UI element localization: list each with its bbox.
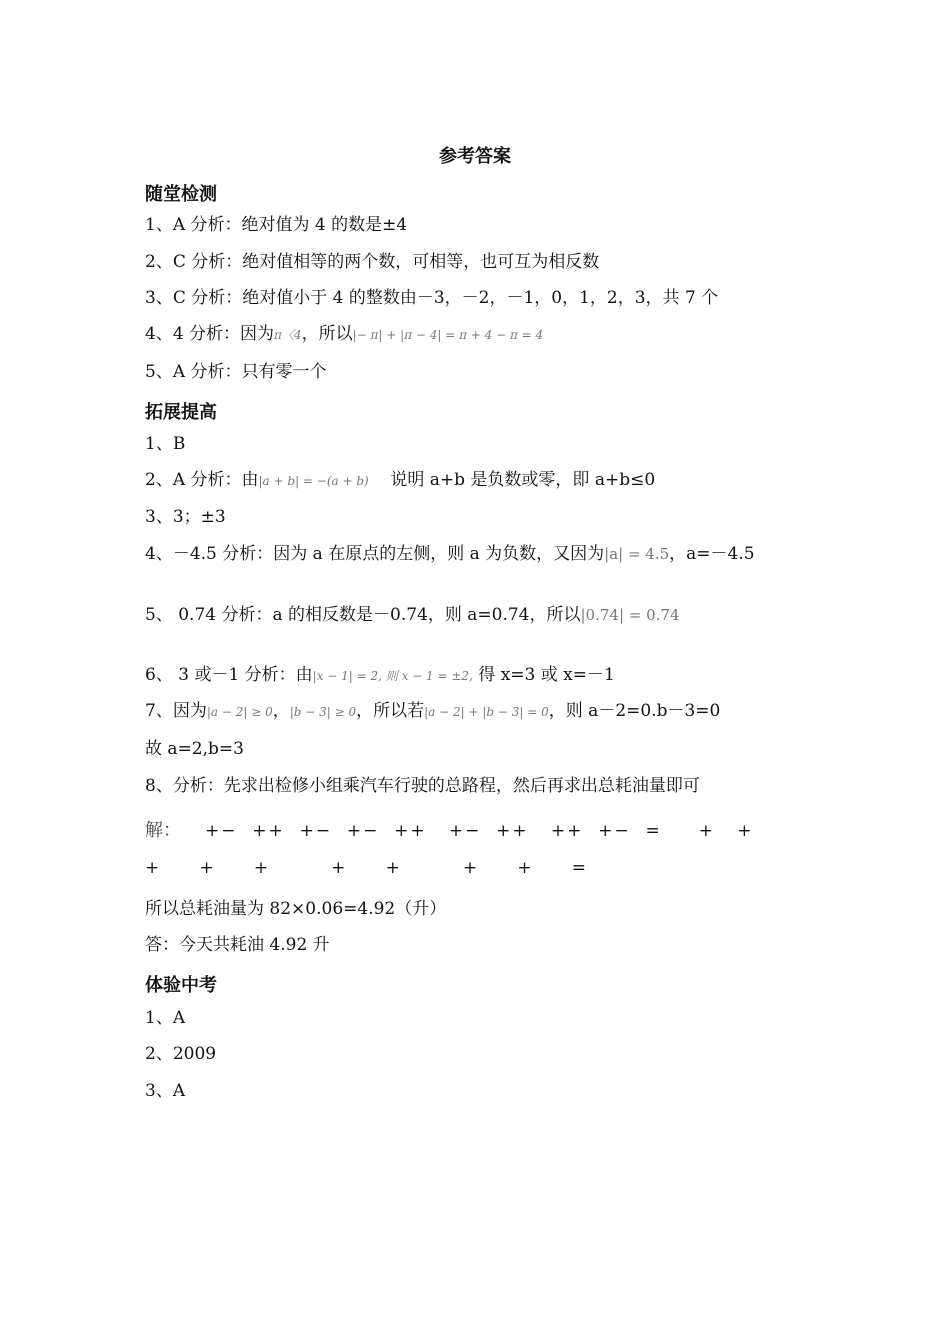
answer-line: 所以总耗油量为 82×0.06=4.92（升） [145, 899, 447, 919]
section-heading-extension: 拓展提高 [145, 402, 217, 423]
answer-line: 5、A 分析：只有零一个 [145, 362, 327, 382]
answer-line [145, 664, 615, 687]
answer-line: 3、A [145, 1081, 186, 1101]
answer-line: 2、2009 [145, 1044, 217, 1064]
text: ，则 a－2=0.b－3=0 [548, 701, 721, 721]
solution-label: 解： [145, 820, 181, 841]
text: ，a=－4.5 [669, 544, 755, 564]
math-expression: |− π| + |π − 4| = π + 4 − π = 4 [352, 328, 544, 342]
math-expression: π〈4 [274, 328, 302, 342]
page-title: 参考答案 [439, 146, 511, 167]
expression-row: +− ++ +− +− ++ +− ++ ++ +− = + + [205, 821, 754, 841]
answer-line: 3、3；±3 [145, 507, 226, 527]
text: 7、因为 [145, 701, 207, 721]
text: 说明 a+b 是负数或零，即 a+b≤0 [390, 470, 656, 490]
answer-line: 1、A [145, 1008, 186, 1028]
text: 2、A 分析：由 [145, 470, 259, 490]
text: 4、4 分析：因为 [145, 324, 275, 344]
answer-line [145, 469, 655, 492]
answer-line: 1、B [145, 434, 186, 454]
answer-line: 答：今天共耗油 4.92 升 [145, 935, 330, 955]
answer-line: 3、C 分析：绝对值小于 4 的整数由－3，－2，－1，0，1，2，3，共 7 个 [145, 288, 719, 308]
answer-line: 故 a=2,b=3 [145, 739, 244, 759]
answer-line [145, 604, 680, 626]
answer-line [145, 700, 720, 723]
text: 4、－4.5 分析：因为 a 在原点的左侧，则 a 为负数，又因为 [145, 544, 605, 564]
text: ，所以 [301, 324, 353, 344]
answer-line [145, 543, 755, 565]
section-heading-exam-practice: 体验中考 [145, 975, 217, 996]
answer-line: 8、分析：先求出检修小组乘汽车行驶的总路程，然后再求出总耗油量即可 [145, 776, 700, 796]
answer-line: 1、A 分析：绝对值为 4 的数是±4 [145, 215, 408, 235]
text: 6、 3 或－1 分析：由 [145, 665, 313, 685]
expression-row: + + + + + + + = [145, 858, 593, 878]
text: ， [272, 701, 290, 721]
math-expression: |a − 2| + |b − 3| = 0 [424, 705, 549, 719]
math-expression: |x − 1| = 2, 则 x − 1 = ±2, [312, 669, 473, 683]
text: ，所以若 [356, 701, 425, 721]
solution-row [145, 820, 753, 842]
math-expression: |a − 2| ≥ 0 [206, 705, 273, 719]
math-expression: |0.74| = 0.74 [580, 606, 680, 624]
answer-line [145, 323, 543, 346]
answer-line: 2、C 分析：绝对值相等的两个数，可相等，也可互为相反数 [145, 252, 600, 272]
text: 5、 0.74 分析：a 的相反数是－0.74，则 a=0.74，所以 [145, 605, 581, 625]
text: 得 x=3 或 x=－1 [478, 665, 615, 685]
section-heading-classroom-check: 随堂检测 [145, 184, 217, 205]
math-expression: |a| = 4.5 [604, 545, 670, 563]
solution-row [145, 857, 592, 879]
math-expression: |b − 3| ≥ 0 [289, 705, 357, 719]
math-expression: |a + b| = −(a + b) [258, 474, 369, 488]
